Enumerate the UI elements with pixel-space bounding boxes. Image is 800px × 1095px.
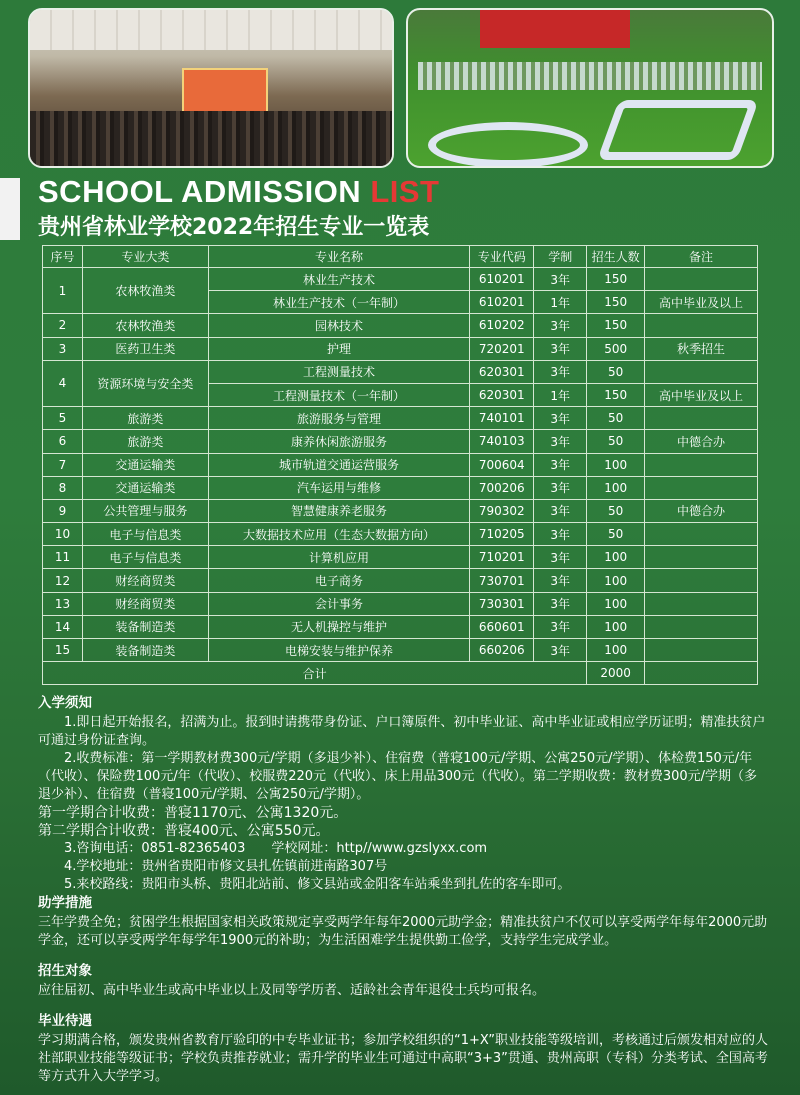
cell-count: 150 — [587, 383, 645, 406]
cell-count: 50 — [587, 360, 645, 383]
total-label: 合计 — [43, 662, 587, 685]
cell-note — [645, 615, 758, 638]
cell-note — [645, 360, 758, 383]
first-term-total: 第一学期合计收费：普寝1170元、公寓1320元。 — [38, 805, 348, 821]
cell-code: 730701 — [470, 569, 534, 592]
cell-years: 3年 — [534, 639, 587, 662]
cell-major: 无人机操控与维护 — [208, 615, 470, 638]
cell-major: 智慧健康养老服务 — [208, 499, 470, 522]
page-title-cn: 贵州省林业学校2022年招生专业一览表 — [38, 215, 430, 240]
cell-no: 3 — [43, 337, 83, 360]
cell-count: 100 — [587, 453, 645, 476]
benefits-section — [38, 1012, 768, 1086]
table-header-row — [43, 246, 758, 268]
col-header: 招生人数 — [587, 246, 645, 268]
cell-note — [645, 639, 758, 662]
cell-note — [645, 546, 758, 569]
photo-formation-rows — [418, 62, 762, 90]
cell-major: 旅游服务与管理 — [208, 407, 470, 430]
col-header: 专业大类 — [82, 246, 208, 268]
cell-years: 3年 — [534, 476, 587, 499]
cell-years: 3年 — [534, 546, 587, 569]
cell-code: 610201 — [470, 291, 534, 314]
cell-no: 1 — [43, 268, 83, 314]
photo-stage — [480, 10, 630, 48]
cell-years: 3年 — [534, 453, 587, 476]
cell-major: 林业生产技术（一年制） — [208, 291, 470, 314]
cell-category: 旅游类 — [82, 407, 208, 430]
cell-code: 660601 — [470, 615, 534, 638]
cell-years: 3年 — [534, 314, 587, 337]
cell-category: 交通运输类 — [82, 453, 208, 476]
cell-count: 150 — [587, 268, 645, 291]
table-row — [43, 476, 758, 499]
cell-no: 6 — [43, 430, 83, 453]
table-row — [43, 523, 758, 546]
contact-info: 3.咨询电话：0851-82365403 学校网址：http//www.gzslyxx.com — [64, 841, 488, 856]
cell-code: 660206 — [470, 639, 534, 662]
aid-title: 助学措施 — [38, 895, 92, 911]
second-term-total: 第二学期合计收费：普寝400元、公寓550元。 — [38, 823, 330, 839]
cell-years: 3年 — [534, 592, 587, 615]
cell-major: 园林技术 — [208, 314, 470, 337]
cell-count: 100 — [587, 569, 645, 592]
cell-years: 3年 — [534, 337, 587, 360]
auditorium-photo — [28, 8, 394, 168]
cell-note — [645, 407, 758, 430]
aid-text: 三年学费全免；贫困学生根据国家相关政策规定享受两学年每年2000元助学金；精准扶贫户不仅可以享受两学年每年2000元助学金，还可以享受两学年每学年1900元的补助；为生活困难学生提供勤工俭学，支持学生完成学业。 — [38, 915, 768, 948]
cell-no: 5 — [43, 407, 83, 430]
cell-major: 护理 — [208, 337, 470, 360]
table-row — [43, 407, 758, 430]
photo-audience — [30, 111, 392, 166]
benefits-text: 学习期满合格，颁发贵州省教育厅验印的中专毕业证书；参加学校组织的“1+X”职业技能等级培训，考核通过后颁发相对应的人社部职业技能等级证书；学校负责推荐就业；需升学的毕业生可通过中高职“3+3”贯通、贵州高职（专科）分类考试、全国高考等方式升入大学学习。 — [38, 1033, 769, 1084]
col-header: 专业代码 — [470, 246, 534, 268]
cell-category: 电子与信息类 — [82, 523, 208, 546]
cell-major: 会计事务 — [208, 592, 470, 615]
cell-no: 13 — [43, 592, 83, 615]
cell-note — [645, 569, 758, 592]
table-row — [43, 453, 758, 476]
admission-title: 入学须知 — [38, 695, 92, 711]
cell-note — [645, 523, 758, 546]
cell-code: 730301 — [470, 592, 534, 615]
cell-count: 500 — [587, 337, 645, 360]
target-title: 招生对象 — [38, 963, 92, 979]
cell-major: 计算机应用 — [208, 546, 470, 569]
cell-note: 秋季招生 — [645, 337, 758, 360]
cell-note — [645, 314, 758, 337]
col-header: 序号 — [43, 246, 83, 268]
table-total-row — [43, 662, 758, 685]
cell-category: 财经商贸类 — [82, 592, 208, 615]
col-header: 专业名称 — [208, 246, 470, 268]
cell-count: 50 — [587, 523, 645, 546]
cell-code: 740101 — [470, 407, 534, 430]
cell-years: 3年 — [534, 523, 587, 546]
table-row — [43, 499, 758, 522]
cell-years: 3年 — [534, 615, 587, 638]
cell-category: 交通运输类 — [82, 476, 208, 499]
admission-item-2: 2.收费标准：第一学期教材费300元/学期（多退少补）、住宿费（普寝100元/学期、公寓250元/学期）、体检费150元/年（代收）、保险费100元/年（代收）、校服费220元（代收）、床上用品300元（代收）。第二学期收费：教材费300元/学期（多退少补）、住宿费（普寝100元/学期、公寓250元/学期）。 — [38, 751, 758, 802]
table-row — [43, 569, 758, 592]
table-row — [43, 592, 758, 615]
cell-code: 710201 — [470, 546, 534, 569]
cell-count: 50 — [587, 499, 645, 522]
cell-category: 医药卫生类 — [82, 337, 208, 360]
cell-code: 610201 — [470, 268, 534, 291]
table-row — [43, 615, 758, 638]
cell-note: 中德合办 — [645, 499, 758, 522]
table-row — [43, 360, 758, 383]
sports-field-photo — [406, 8, 774, 168]
cell-category: 装备制造类 — [82, 639, 208, 662]
target-text: 应往届初、高中毕业生或高中毕业以上及同等学历者、适龄社会青年退役士兵均可报名。 — [38, 983, 546, 998]
cell-no: 14 — [43, 615, 83, 638]
cell-no: 9 — [43, 499, 83, 522]
cell-note — [645, 592, 758, 615]
cell-count: 100 — [587, 615, 645, 638]
cell-major: 工程测量技术（一年制） — [208, 383, 470, 406]
cell-no: 10 — [43, 523, 83, 546]
cell-major: 工程测量技术 — [208, 360, 470, 383]
cell-count: 100 — [587, 546, 645, 569]
cell-note: 高中毕业及以上 — [645, 291, 758, 314]
cell-major: 电子商务 — [208, 569, 470, 592]
photo-formation-shape — [597, 100, 759, 160]
total-value: 2000 — [587, 662, 645, 685]
cell-count: 50 — [587, 430, 645, 453]
cell-years: 3年 — [534, 407, 587, 430]
title-accent-bar — [0, 178, 20, 240]
benefits-title: 毕业待遇 — [38, 1013, 92, 1029]
cell-major: 林业生产技术 — [208, 268, 470, 291]
cell-major: 康养休闲旅游服务 — [208, 430, 470, 453]
cell-count: 100 — [587, 476, 645, 499]
cell-count: 150 — [587, 291, 645, 314]
cell-category: 旅游类 — [82, 430, 208, 453]
aid-section — [38, 894, 768, 950]
photo-screen — [182, 68, 268, 114]
cell-category: 公共管理与服务 — [82, 499, 208, 522]
cell-code: 790302 — [470, 499, 534, 522]
cell-code: 610202 — [470, 314, 534, 337]
cell-no: 4 — [43, 360, 83, 406]
cell-count: 100 — [587, 592, 645, 615]
cell-code: 620301 — [470, 360, 534, 383]
cell-category: 电子与信息类 — [82, 546, 208, 569]
cell-count: 150 — [587, 314, 645, 337]
cell-no: 15 — [43, 639, 83, 662]
cell-years: 3年 — [534, 430, 587, 453]
cell-years: 3年 — [534, 499, 587, 522]
table-row — [43, 639, 758, 662]
table-row — [43, 430, 758, 453]
cell-code: 720201 — [470, 337, 534, 360]
cell-years: 3年 — [534, 569, 587, 592]
cell-no: 12 — [43, 569, 83, 592]
table-row — [43, 268, 758, 291]
cell-years: 1年 — [534, 291, 587, 314]
cell-major: 城市轨道交通运营服务 — [208, 453, 470, 476]
cell-category: 农林牧渔类 — [82, 268, 208, 314]
admission-item-1: 1.即日起开始报名，招满为止。报到时请携带身份证、户口簿原件、初中毕业证、高中毕业证或相应学历证明；精准扶贫户可通过身份证查询。 — [38, 715, 766, 748]
col-header: 备注 — [645, 246, 758, 268]
table-row — [43, 546, 758, 569]
cell-note: 中德合办 — [645, 430, 758, 453]
cell-major: 电梯安装与维护保养 — [208, 639, 470, 662]
school-address: 4.学校地址：贵州省贵阳市修文县扎佐镇前进南路307号 — [64, 859, 388, 874]
cell-code: 620301 — [470, 383, 534, 406]
cell-years: 1年 — [534, 383, 587, 406]
cell-note — [645, 268, 758, 291]
cell-note: 高中毕业及以上 — [645, 383, 758, 406]
route-info: 5.来校路线：贵阳市头桥、贵阳北站前、修文县站或金阳客车站乘坐到扎佐的客车即可。 — [64, 877, 571, 892]
majors-table — [42, 245, 758, 685]
cell-no: 11 — [43, 546, 83, 569]
page-title-en: SCHOOL ADMISSION LIST — [38, 174, 440, 209]
cell-category: 资源环境与安全类 — [82, 360, 208, 406]
cell-major: 汽车运用与维修 — [208, 476, 470, 499]
table-row — [43, 314, 758, 337]
cell-category: 农林牧渔类 — [82, 314, 208, 337]
total-note — [645, 662, 758, 685]
photo-formation-ring — [428, 122, 588, 168]
photo-ceiling — [30, 10, 392, 50]
cell-note — [645, 476, 758, 499]
cell-code: 740103 — [470, 430, 534, 453]
col-header: 学制 — [534, 246, 587, 268]
table-row — [43, 337, 758, 360]
cell-code: 710205 — [470, 523, 534, 546]
cell-no: 8 — [43, 476, 83, 499]
cell-count: 100 — [587, 639, 645, 662]
cell-code: 700206 — [470, 476, 534, 499]
cell-major: 大数据技术应用（生态大数据方向） — [208, 523, 470, 546]
admission-notes — [38, 694, 768, 894]
cell-category: 装备制造类 — [82, 615, 208, 638]
cell-note — [645, 453, 758, 476]
cell-no: 7 — [43, 453, 83, 476]
cell-count: 50 — [587, 407, 645, 430]
cell-no: 2 — [43, 314, 83, 337]
cell-years: 3年 — [534, 360, 587, 383]
cell-category: 财经商贸类 — [82, 569, 208, 592]
cell-code: 700604 — [470, 453, 534, 476]
cell-years: 3年 — [534, 268, 587, 291]
target-section — [38, 962, 768, 1000]
